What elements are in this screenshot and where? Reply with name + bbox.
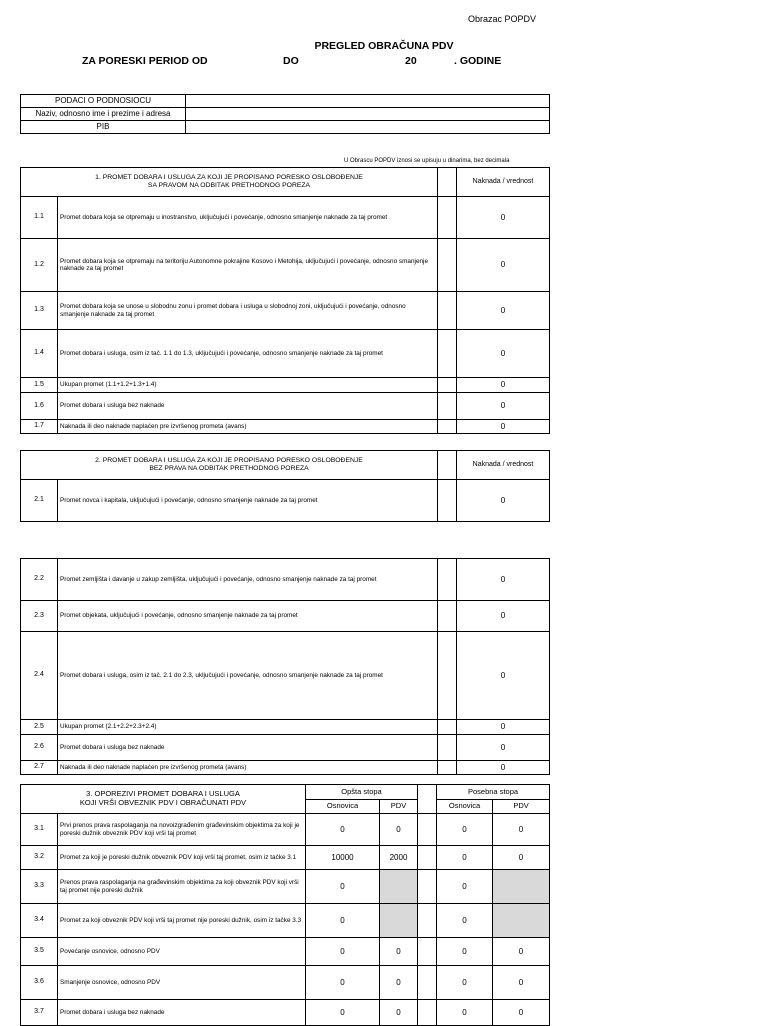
row-number: 2.5: [21, 720, 58, 735]
year-suffix: . GODINE: [454, 55, 502, 67]
general-base-value[interactable]: 0: [306, 938, 380, 966]
taxpayer-table: [20, 94, 550, 134]
table-row: [21, 239, 550, 292]
general-base-value[interactable]: 0: [306, 904, 380, 938]
page-title: PREGLED OBRAČUNA PDV: [314, 40, 454, 52]
special-base-value[interactable]: 0: [437, 938, 493, 966]
general-vat-header: PDV: [380, 800, 418, 814]
table-row: [21, 720, 550, 735]
period-label: ZA PORESKI PERIOD OD: [82, 55, 208, 67]
taxpayer-name-field[interactable]: [186, 108, 550, 121]
row-number: 3.7: [21, 1000, 58, 1026]
general-vat-value[interactable]: 2000: [380, 846, 418, 870]
special-vat-header: PDV: [493, 800, 550, 814]
table-row: [21, 846, 550, 870]
row-number: 1.5: [21, 378, 58, 393]
section1-spacer: [438, 168, 457, 197]
row-spacer: [438, 420, 457, 434]
row-spacer: [438, 393, 457, 420]
special-base-value[interactable]: 0: [437, 904, 493, 938]
special-base-value[interactable]: 0: [437, 1000, 493, 1026]
row-number: 3.6: [21, 966, 58, 1000]
special-vat-value[interactable]: 0: [493, 1000, 550, 1026]
section1-title: [21, 168, 438, 197]
year-prefix: 20: [405, 55, 417, 67]
special-vat-value[interactable]: 0: [493, 938, 550, 966]
section2-value-header: Naknada / vrednost: [457, 451, 550, 480]
table-row: [21, 601, 550, 632]
table-row: [21, 814, 550, 846]
section3-title: [21, 785, 306, 814]
row-spacer: [418, 966, 437, 1000]
special-base-value[interactable]: 0: [437, 846, 493, 870]
special-base-value[interactable]: 0: [437, 870, 493, 904]
section1-table: [20, 167, 550, 434]
special-vat-disabled-cell: [493, 904, 550, 938]
row-description: Smanjenje osnovice, odnosno PDV: [58, 966, 306, 1000]
row-spacer: [438, 632, 457, 720]
row-spacer: [438, 292, 457, 330]
general-vat-value[interactable]: 0: [380, 1000, 418, 1026]
general-vat-value[interactable]: 0: [380, 966, 418, 1000]
row-value[interactable]: 0: [457, 601, 550, 632]
row-description: Promet novca i kapitala, uključujući i povećanje, odnosno smanjenje naknade za taj promet: [58, 480, 438, 522]
row-spacer: [418, 870, 437, 904]
table-row: [21, 330, 550, 378]
special-vat-value[interactable]: 0: [493, 814, 550, 846]
row-number: 3.4: [21, 904, 58, 938]
special-base-value[interactable]: 0: [437, 814, 493, 846]
row-number: 2.4: [21, 632, 58, 720]
table-row: [21, 420, 550, 434]
row-spacer: [418, 938, 437, 966]
row-number: 1.3: [21, 292, 58, 330]
row-description: Promet dobara koja se otpremaju na teritoriju Autonomne pokrajine Kosovo i Metohija, uključujući i povećanje, odnosno smanjenje naknade za taj promet: [58, 239, 438, 292]
row-spacer: [438, 480, 457, 522]
section2-title-line2: BEZ PRAVA NA ODBITAK PRETHODNOG POREZA: [149, 465, 309, 472]
table-row: [21, 1000, 550, 1026]
row-number: 1.6: [21, 393, 58, 420]
row-description: Promet dobara i usluga, osim iz tač. 1.1 do 1.3, uključujući i povećanje, odnosno smanjenje naknade za taj promet: [58, 330, 438, 378]
row-number: 3.2: [21, 846, 58, 870]
row-number: 1.7: [21, 420, 58, 434]
special-base-value[interactable]: 0: [437, 966, 493, 1000]
general-vat-disabled-cell: [380, 870, 418, 904]
special-vat-value[interactable]: 0: [493, 966, 550, 1000]
table-row: [21, 197, 550, 239]
row-description: Ukupan promet (2.1+2.2+2.3+2.4): [58, 720, 438, 735]
table-row: [21, 480, 550, 522]
taxpayer-heading-field[interactable]: [186, 95, 550, 108]
form-code: Obrazac POPDV: [468, 14, 537, 24]
instruction-note: U Obrascu POPDV iznosi se upisuju u dinarima, bez decimala: [344, 158, 510, 164]
row-description: Promet dobara koja se otpremaju u inostranstvo, uključujući i povećanje, odnosno smanjenje naknade za taj promet: [58, 197, 438, 239]
period-to-label: DO: [283, 55, 299, 67]
row-value[interactable]: 0: [457, 632, 550, 720]
section2-table: [20, 450, 550, 522]
row-number: 2.7: [21, 761, 58, 775]
row-description: Prvi prenos prava raspolaganja na novoizgrađenim građevinskim objektima za koji je poreski dužnik obveznik PDV koji vrši taj promet: [58, 814, 306, 846]
general-vat-disabled-cell: [380, 904, 418, 938]
row-number: 2.6: [21, 735, 58, 761]
row-number: 3.5: [21, 938, 58, 966]
taxpayer-name-label: Naziv, odnosno ime i prezime i adresa: [21, 108, 186, 121]
section3-spacer: [418, 785, 437, 814]
row-description: Promet za koji je poreski dužnik obveznik PDV koji vrši taj promet, osim iz tačke 3.1: [58, 846, 306, 870]
special-vat-value[interactable]: 0: [493, 846, 550, 870]
section1-title-line1: 1. PROMET DOBARA I USLUGA ZA KOJI JE PROPISANO PORESKO OSLOBOĐENJE: [95, 174, 363, 182]
table-row: [21, 904, 550, 938]
row-description: Povećanje osnovice, odnosno PDV: [58, 938, 306, 966]
row-number: 2.2: [21, 559, 58, 601]
row-value[interactable]: 0: [457, 559, 550, 601]
table-row: [21, 292, 550, 330]
row-value[interactable]: 0: [457, 480, 550, 522]
general-base-value[interactable]: 10000: [306, 846, 380, 870]
row-value[interactable]: 0: [457, 720, 550, 735]
row-spacer: [438, 735, 457, 761]
row-spacer: [438, 239, 457, 292]
row-number: 3.3: [21, 870, 58, 904]
row-value[interactable]: 0: [457, 761, 550, 775]
row-description: Promet zemljišta i davanje u zakup zemljišta, uključujući i povećanje, odnosno smanjenje naknade za taj promet: [58, 559, 438, 601]
section3-table: [20, 784, 550, 1026]
general-rate-header: Opšta stopa: [306, 785, 418, 800]
row-value[interactable]: 0: [457, 292, 550, 330]
special-rate-header: Posebna stopa: [437, 785, 550, 800]
section1-value-header: Naknada / vrednost: [457, 168, 550, 197]
row-spacer: [438, 330, 457, 378]
row-value[interactable]: 0: [457, 393, 550, 420]
taxpayer-pib-field[interactable]: [186, 121, 550, 134]
general-base-value[interactable]: 0: [306, 814, 380, 846]
section1-title-line2: SA PRAVOM NA ODBITAK PRETHODNOG POREZA: [147, 182, 311, 189]
general-base-value[interactable]: 0: [306, 1000, 380, 1026]
row-number: 3.1: [21, 814, 58, 846]
section2-title-line1: 2. PROMET DOBARA I USLUGA ZA KOJI JE PROPISANO PORESKO OSLOBOĐENJE: [95, 457, 363, 465]
table-row: [21, 735, 550, 761]
row-spacer: [438, 720, 457, 735]
row-value[interactable]: 0: [457, 197, 550, 239]
row-spacer: [438, 761, 457, 775]
row-description: Promet dobara koja se unose u slobodnu zonu i promet dobara i usluga u slobodnoj zoni, uključujući i povećanje, odnosno smanjenje naknade za taj promet: [58, 292, 438, 330]
table-row: [21, 761, 550, 775]
row-description: Promet dobara i usluga bez naknade: [58, 1000, 306, 1026]
section3-title-line1: 3. OPOREZIVI PROMET DOBARA I USLUGA: [86, 789, 240, 799]
row-value[interactable]: 0: [457, 378, 550, 393]
table-row: [21, 378, 550, 393]
row-spacer: [418, 846, 437, 870]
row-value[interactable]: 0: [457, 735, 550, 761]
special-vat-disabled-cell: [493, 870, 550, 904]
row-number: 2.1: [21, 480, 58, 522]
row-spacer: [418, 814, 437, 846]
row-description: Prenos prava raspolaganja na građevinskim objektima za koji obveznik PDV koji vrši taj promet nije poreski dužnik: [58, 870, 306, 904]
row-description: Naknada ili deo naknade naplaćen pre izvršenog prometa (avans): [58, 761, 438, 775]
section2-title: [21, 451, 438, 480]
row-number: 1.2: [21, 239, 58, 292]
row-spacer: [438, 197, 457, 239]
row-number: 1.1: [21, 197, 58, 239]
general-vat-value[interactable]: 0: [380, 814, 418, 846]
section2-continued-table: [20, 558, 550, 775]
row-description: Promet za koji obveznik PDV koji vrši taj promet nije poreski dužnik, osim iz tačke 3.3: [58, 904, 306, 938]
row-spacer: [438, 378, 457, 393]
taxpayer-heading: PODACI O PODNOSIOCU: [21, 95, 186, 108]
row-spacer: [418, 904, 437, 938]
special-base-header: Osnovica: [437, 800, 493, 814]
section2-spacer: [438, 451, 457, 480]
row-number: 2.3: [21, 601, 58, 632]
row-description: Naknada ili deo naknade naplaćen pre izvršenog prometa (avans): [58, 420, 438, 434]
row-spacer: [438, 559, 457, 601]
table-row: [21, 632, 550, 720]
row-description: Promet dobara i usluga, osim iz tač. 2.1 do 2.3, uključujući i povećanje, odnosno smanjenje naknade za taj promet: [58, 632, 438, 720]
table-row: [21, 393, 550, 420]
table-row: [21, 966, 550, 1000]
row-number: 1.4: [21, 330, 58, 378]
table-row: [21, 938, 550, 966]
table-row: [21, 870, 550, 904]
taxpayer-pib-label: PIB: [21, 121, 186, 134]
row-spacer: [418, 1000, 437, 1026]
row-spacer: [438, 601, 457, 632]
row-description: Promet dobara i usluga bez naknade: [58, 393, 438, 420]
general-base-value[interactable]: 0: [306, 966, 380, 1000]
section3-title-line2: KOJI VRŠI OBVEZNIK PDV I OBRAČUNATI PDV: [79, 798, 247, 807]
row-description: Ukupan promet (1.1+1.2+1.3+1.4): [58, 378, 438, 393]
row-value[interactable]: 0: [457, 330, 550, 378]
general-vat-value[interactable]: 0: [380, 938, 418, 966]
row-description: Promet dobara i usluga bez naknade: [58, 735, 438, 761]
row-value[interactable]: 0: [457, 420, 550, 434]
general-base-header: Osnovica: [306, 800, 380, 814]
row-value[interactable]: 0: [457, 239, 550, 292]
row-description: Promet objekata, uključujući i povećanje, odnosno smanjenje naknade za taj promet: [58, 601, 438, 632]
table-row: [21, 559, 550, 601]
general-base-value[interactable]: 0: [306, 870, 380, 904]
